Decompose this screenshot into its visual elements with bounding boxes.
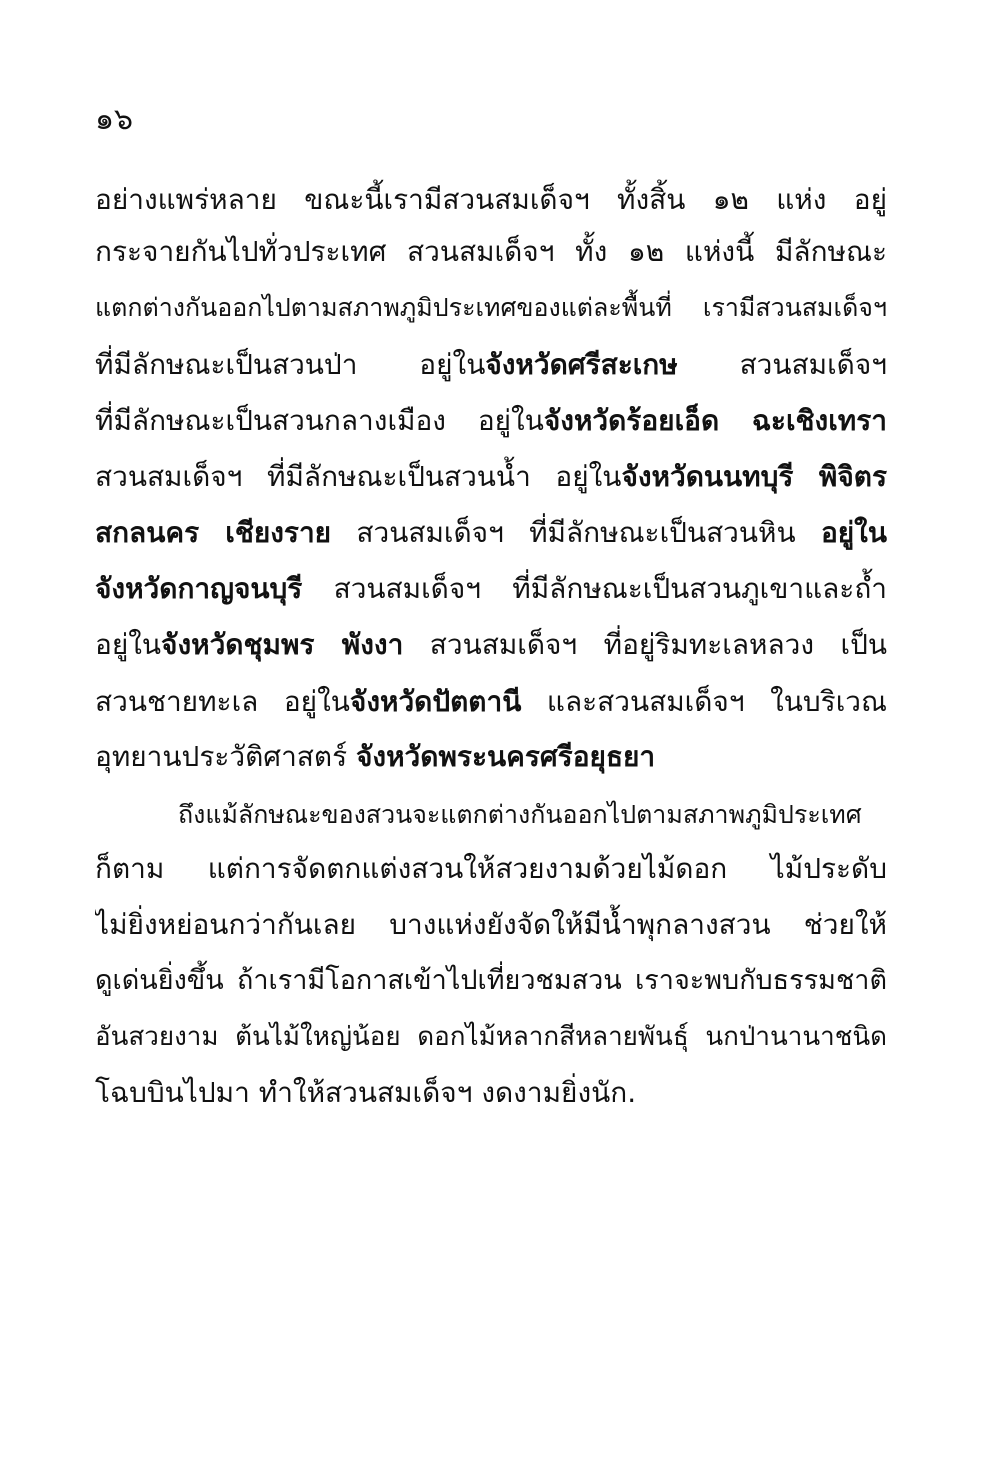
paragraph-1-line-7 [95,511,887,555]
paragraph-1-line-4 [95,343,887,387]
province-prefix: อยู่ใน [820,516,887,549]
paragraph-1-line-1: อย่างแพร่หลาย ขณะนี้เรามีสวนสมเด็จฯ ทั้งสิ้น ๑๒ แห่ง อยู่ [95,183,887,216]
text-run: สวนชายทะเล อยู่ใน [95,685,350,718]
paragraph-1-line-3: แตกต่างกันออกไปตามสภาพภูมิประเทศของแต่ละพื้นที่ เรามีสวนสมเด็จฯ [95,293,887,322]
province-name: จังหวัดร้อยเอ็ด ฉะเชิงเทรา [543,404,887,437]
paragraph-1-line-10 [95,680,887,724]
paragraph-1-line-5 [95,399,887,443]
paragraph-2-line-3: ไม่ยิ่งหย่อนกว่ากันเลย บางแห่งยังจัดให้มีน้ำพุกลางสวน ช่วยให้ [95,908,887,941]
page-number: ๑๖ [95,102,134,137]
text-run: อยู่ใน [95,628,162,661]
province-name: จังหวัดพระนครศรีอยุธยา [356,740,656,773]
paragraph-1-line-8 [95,567,887,611]
text-run: ที่มีลักษณะเป็นสวนกลางเมือง อยู่ใน [95,404,544,437]
province-name: สกลนคร เชียงราย [95,516,332,549]
paragraph-1-line-9 [95,623,887,667]
province-name: จังหวัดกาญจนบุรี [95,572,303,605]
province-name: จังหวัดชุมพร พังงา [161,628,404,661]
text-run: สวนสมเด็จฯ ที่มีลักษณะเป็นสวนภูเขาและถ้ำ [302,572,887,605]
paragraph-2-line-2: ก็ตาม แต่การจัดตกแต่งสวนให้สวยงามด้วยไม้ดอก ไม้ประดับ [95,852,887,885]
text-run: สวนสมเด็จฯ ที่มีลักษณะเป็นสวนหิน [331,516,821,549]
paragraph-2-line-4: ดูเด่นยิ่งขึ้น ถ้าเรามีโอกาสเข้าไปเที่ยวชมสวน เราจะพบกับธรรมชาติ [95,965,887,996]
province-name: จังหวัดนนทบุรี พิจิตร [621,460,887,493]
paragraph-1-line-2: กระจายกันไปทั่วประเทศ สวนสมเด็จฯ ทั้ง ๑๒ แห่งนี้ มีลักษณะ [95,235,887,268]
text-run: และสวนสมเด็จฯ ในบริเวณ [521,685,887,718]
province-name: จังหวัดศรีสะเกษ [485,348,678,381]
text-run: อุทยานประวัติศาสตร์ [95,740,357,773]
text-run: สวนสมเด็จฯ ที่มีลักษณะเป็นสวนน้ำ อยู่ใน [95,460,622,493]
text-run: ที่มีลักษณะเป็นสวนป่า อยู่ใน [95,348,486,381]
paragraph-2-line-1: ถึงแม้ลักษณะของสวนจะแตกต่างกันออกไปตามสภาพภูมิประเทศ [178,800,862,829]
paragraph-2-line-5: อันสวยงาม ต้นไม้ใหญ่น้อย ดอกไม้หลากสีหลายพันธุ์ นกป่านานาชนิด [95,1022,887,1052]
text-run: สวนสมเด็จฯ ที่อยู่ริมทะเลหลวง เป็น [403,628,887,661]
paragraph-1-line-6 [95,455,887,499]
paragraph-2-line-6: โฉบบินไปมา ทำให้สวนสมเด็จฯ งดงามยิ่งนัก. [95,1076,637,1109]
province-name: จังหวัดปัตตานี [349,685,522,718]
text-run: สวนสมเด็จฯ [677,348,887,381]
paragraph-1-line-11 [95,735,887,779]
